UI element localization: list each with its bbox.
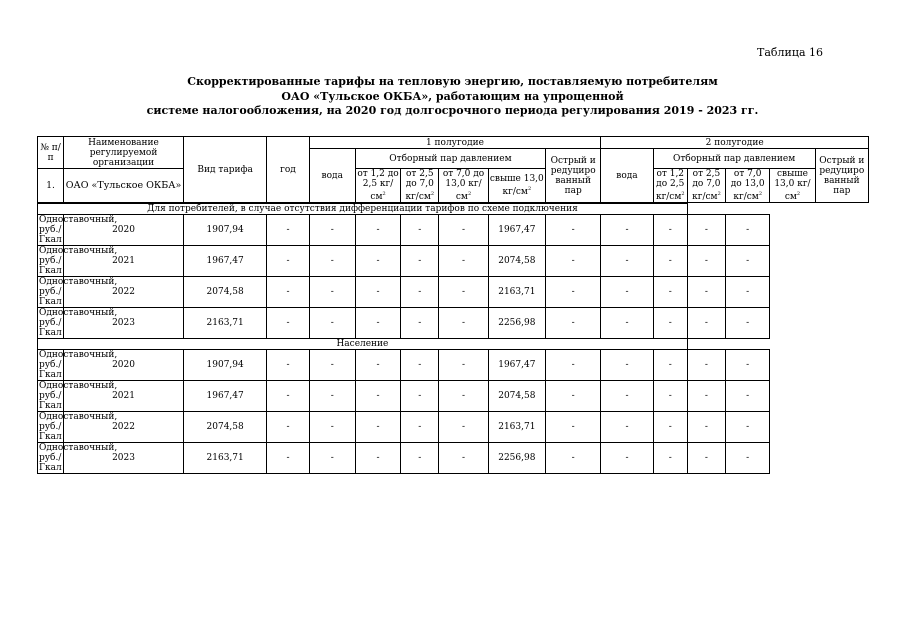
water-h1-cell: 2163,71	[183, 308, 267, 339]
dash-cell: -	[653, 246, 687, 277]
dash-cell: -	[401, 246, 439, 277]
table-row	[38, 308, 869, 339]
table-row	[38, 246, 869, 277]
dash-cell: -	[653, 350, 687, 381]
dash-cell: -	[687, 277, 725, 308]
table-row	[38, 443, 869, 474]
dash-cell: -	[267, 246, 309, 277]
dash-cell: -	[401, 443, 439, 474]
dash-cell: -	[601, 350, 653, 381]
header-pressure-1-2: от 2,5 до 7,0 $кг/см^2$	[401, 169, 439, 203]
dash-cell: -	[687, 412, 725, 443]
header-half-2: 2 полугодие	[601, 137, 869, 149]
dash-cell: -	[355, 215, 400, 246]
dash-cell: -	[726, 443, 770, 474]
header-tariff-type: Вид тарифа	[183, 137, 267, 203]
section-title: Для потребителей, в случае отсутствия дифференциации тарифов по схеме подключения	[38, 204, 688, 215]
header-water-1: вода	[309, 149, 355, 203]
dash-cell: -	[546, 308, 601, 339]
dash-cell: -	[439, 443, 488, 474]
dash-cell: -	[267, 277, 309, 308]
dash-cell: -	[355, 381, 400, 412]
org-name: ОАО «Тульское ОКБА»	[64, 169, 184, 203]
dash-cell: -	[653, 308, 687, 339]
header-pressure-2-2: от 2,5 до 7,0 $кг/см^2$	[687, 169, 725, 203]
dash-cell: -	[401, 381, 439, 412]
header-pressure-1-3: от 7,0 до 13,0 $кг/см^2$	[439, 169, 488, 203]
dash-cell: -	[267, 215, 309, 246]
dash-cell: -	[401, 215, 439, 246]
tariff-cell: Одноставочный, руб./Гкал	[39, 215, 118, 245]
dash-cell: -	[601, 412, 653, 443]
header-org: Наименование регулируемой организации	[64, 137, 184, 169]
dash-cell: -	[546, 443, 601, 474]
dash-cell: -	[439, 412, 488, 443]
year-cell: 2022	[64, 277, 184, 308]
year-cell: 2023	[64, 443, 184, 474]
dash-cell: -	[546, 215, 601, 246]
water-h1-cell: 2163,71	[183, 443, 267, 474]
dash-cell: -	[726, 246, 770, 277]
header-sharp-steam-2: Острый и редуциро ванный пар	[815, 149, 868, 203]
tariff-cell: Одноставочный, руб./Гкал	[39, 308, 118, 338]
dash-cell: -	[546, 350, 601, 381]
header-pressure-1-1: от 1,2 до 2,5 $кг/см^2$	[357, 169, 399, 202]
dash-cell: -	[355, 246, 400, 277]
water-h1-cell: 2074,58	[183, 277, 267, 308]
dash-cell: -	[355, 350, 400, 381]
table-row	[38, 215, 869, 246]
title-line-2: ОАО «Тульское ОКБА», работающим на упрощенной	[281, 89, 624, 103]
dash-cell: -	[687, 215, 725, 246]
dash-cell: -	[726, 215, 770, 246]
water-h2-cell: 2256,98	[488, 443, 545, 474]
water-h2-cell: 2163,71	[488, 412, 545, 443]
dash-cell: -	[601, 443, 653, 474]
dash-cell: -	[726, 412, 770, 443]
water-h1-cell: 1907,94	[183, 215, 267, 246]
header-steam-pressure-1: Отборный пар давлением	[355, 149, 545, 169]
tariff-cell: Одноставочный, руб./Гкал	[39, 277, 118, 307]
dash-cell: -	[687, 443, 725, 474]
dash-cell: -	[653, 277, 687, 308]
dash-cell: -	[653, 412, 687, 443]
dash-cell: -	[401, 412, 439, 443]
dash-cell: -	[309, 215, 355, 246]
table-row	[38, 350, 869, 381]
dash-cell: -	[355, 277, 400, 308]
dash-cell: -	[267, 443, 309, 474]
dash-cell: -	[653, 215, 687, 246]
dash-cell: -	[439, 308, 488, 339]
water-h2-cell: 1967,47	[488, 215, 545, 246]
title-line-3: системе налогообложения, на 2020 год долгосрочного периода регулирования 2019 - 2023 гг.	[146, 104, 759, 117]
water-h2-cell: 1967,47	[488, 350, 545, 381]
dash-cell: -	[401, 308, 439, 339]
dash-cell: -	[309, 443, 355, 474]
dash-cell: -	[267, 350, 309, 381]
header-half-1: 1 полугодие	[309, 137, 601, 149]
header-pressure-2-3: от 7,0 до 13,0 $кг/см^2$	[726, 169, 770, 203]
water-h1-cell: 1967,47	[183, 246, 267, 277]
dash-cell: -	[687, 381, 725, 412]
year-cell: 2020	[64, 350, 184, 381]
header-pressure-2-4: свыше 13,0 $кг/см^2$	[770, 169, 815, 203]
dash-cell: -	[355, 412, 400, 443]
dash-cell: -	[267, 308, 309, 339]
table-row	[38, 381, 869, 412]
dash-cell: -	[309, 412, 355, 443]
org-num: 1.	[38, 169, 64, 203]
dash-cell: -	[401, 277, 439, 308]
dash-cell: -	[687, 350, 725, 381]
dash-cell: -	[546, 277, 601, 308]
water-h2-cell: 2074,58	[488, 381, 545, 412]
water-h2-cell: 2163,71	[488, 277, 545, 308]
dash-cell: -	[601, 308, 653, 339]
water-h1-cell: 1967,47	[183, 381, 267, 412]
document-title	[0, 75, 905, 119]
dash-cell: -	[439, 246, 488, 277]
dash-cell: -	[546, 412, 601, 443]
dash-cell: -	[355, 308, 400, 339]
header-pressure-1-4: свыше 13,0 $кг/см^2$	[488, 169, 545, 203]
dash-cell: -	[439, 215, 488, 246]
dash-cell: -	[726, 277, 770, 308]
water-h1-cell: 1907,94	[183, 350, 267, 381]
year-cell: 2023	[64, 308, 184, 339]
tariff-cell: Одноставочный, руб./Гкал	[39, 443, 118, 473]
year-cell: 2020	[64, 215, 184, 246]
table-number: Таблица 16	[757, 46, 823, 59]
table-row	[38, 412, 869, 443]
water-h2-cell: 2256,98	[488, 308, 545, 339]
dash-cell: -	[439, 381, 488, 412]
dash-cell: -	[687, 308, 725, 339]
dash-cell: -	[653, 381, 687, 412]
dash-cell: -	[309, 350, 355, 381]
section-title: Население	[38, 339, 688, 350]
dash-cell: -	[546, 381, 601, 412]
dash-cell: -	[601, 381, 653, 412]
water-h2-cell: 2074,58	[488, 246, 545, 277]
header-num: № п/п	[38, 137, 64, 169]
title-line-1: Скорректированные тарифы на тепловую энергию, поставляемую потребителям	[187, 75, 718, 88]
dash-cell: -	[601, 215, 653, 246]
header-steam-pressure-2: Отборный пар давлением	[653, 149, 815, 169]
tariff-cell: Одноставочный, руб./Гкал	[39, 412, 118, 442]
dash-cell: -	[309, 277, 355, 308]
year-cell: 2021	[64, 246, 184, 277]
dash-cell: -	[601, 277, 653, 308]
dash-cell: -	[726, 350, 770, 381]
dash-cell: -	[439, 277, 488, 308]
header-sharp-steam-1: Острый и редуциро ванный пар	[546, 149, 601, 203]
tariff-cell: Одноставочный, руб./Гкал	[39, 350, 118, 380]
dash-cell: -	[309, 381, 355, 412]
header-pressure-2-1: от 1,2 до 2,5 $кг/см^2$	[653, 169, 687, 203]
table-row	[38, 277, 869, 308]
dash-cell: -	[439, 350, 488, 381]
dash-cell: -	[309, 308, 355, 339]
dash-cell: -	[653, 443, 687, 474]
header-year: год	[267, 137, 309, 203]
tariff-cell: Одноставочный, руб./Гкал	[39, 381, 118, 411]
dash-cell: -	[309, 246, 355, 277]
tariff-cell: Одноставочный, руб./Гкал	[39, 246, 118, 276]
dash-cell: -	[401, 350, 439, 381]
dash-cell: -	[726, 308, 770, 339]
tariff-table	[37, 136, 869, 474]
dash-cell: -	[267, 381, 309, 412]
year-cell: 2021	[64, 381, 184, 412]
dash-cell: -	[601, 246, 653, 277]
year-cell: 2022	[64, 412, 184, 443]
dash-cell: -	[726, 381, 770, 412]
dash-cell: -	[355, 443, 400, 474]
dash-cell: -	[546, 246, 601, 277]
dash-cell: -	[687, 246, 725, 277]
dash-cell: -	[267, 412, 309, 443]
header-water-2: вода	[601, 149, 653, 203]
water-h1-cell: 2074,58	[183, 412, 267, 443]
